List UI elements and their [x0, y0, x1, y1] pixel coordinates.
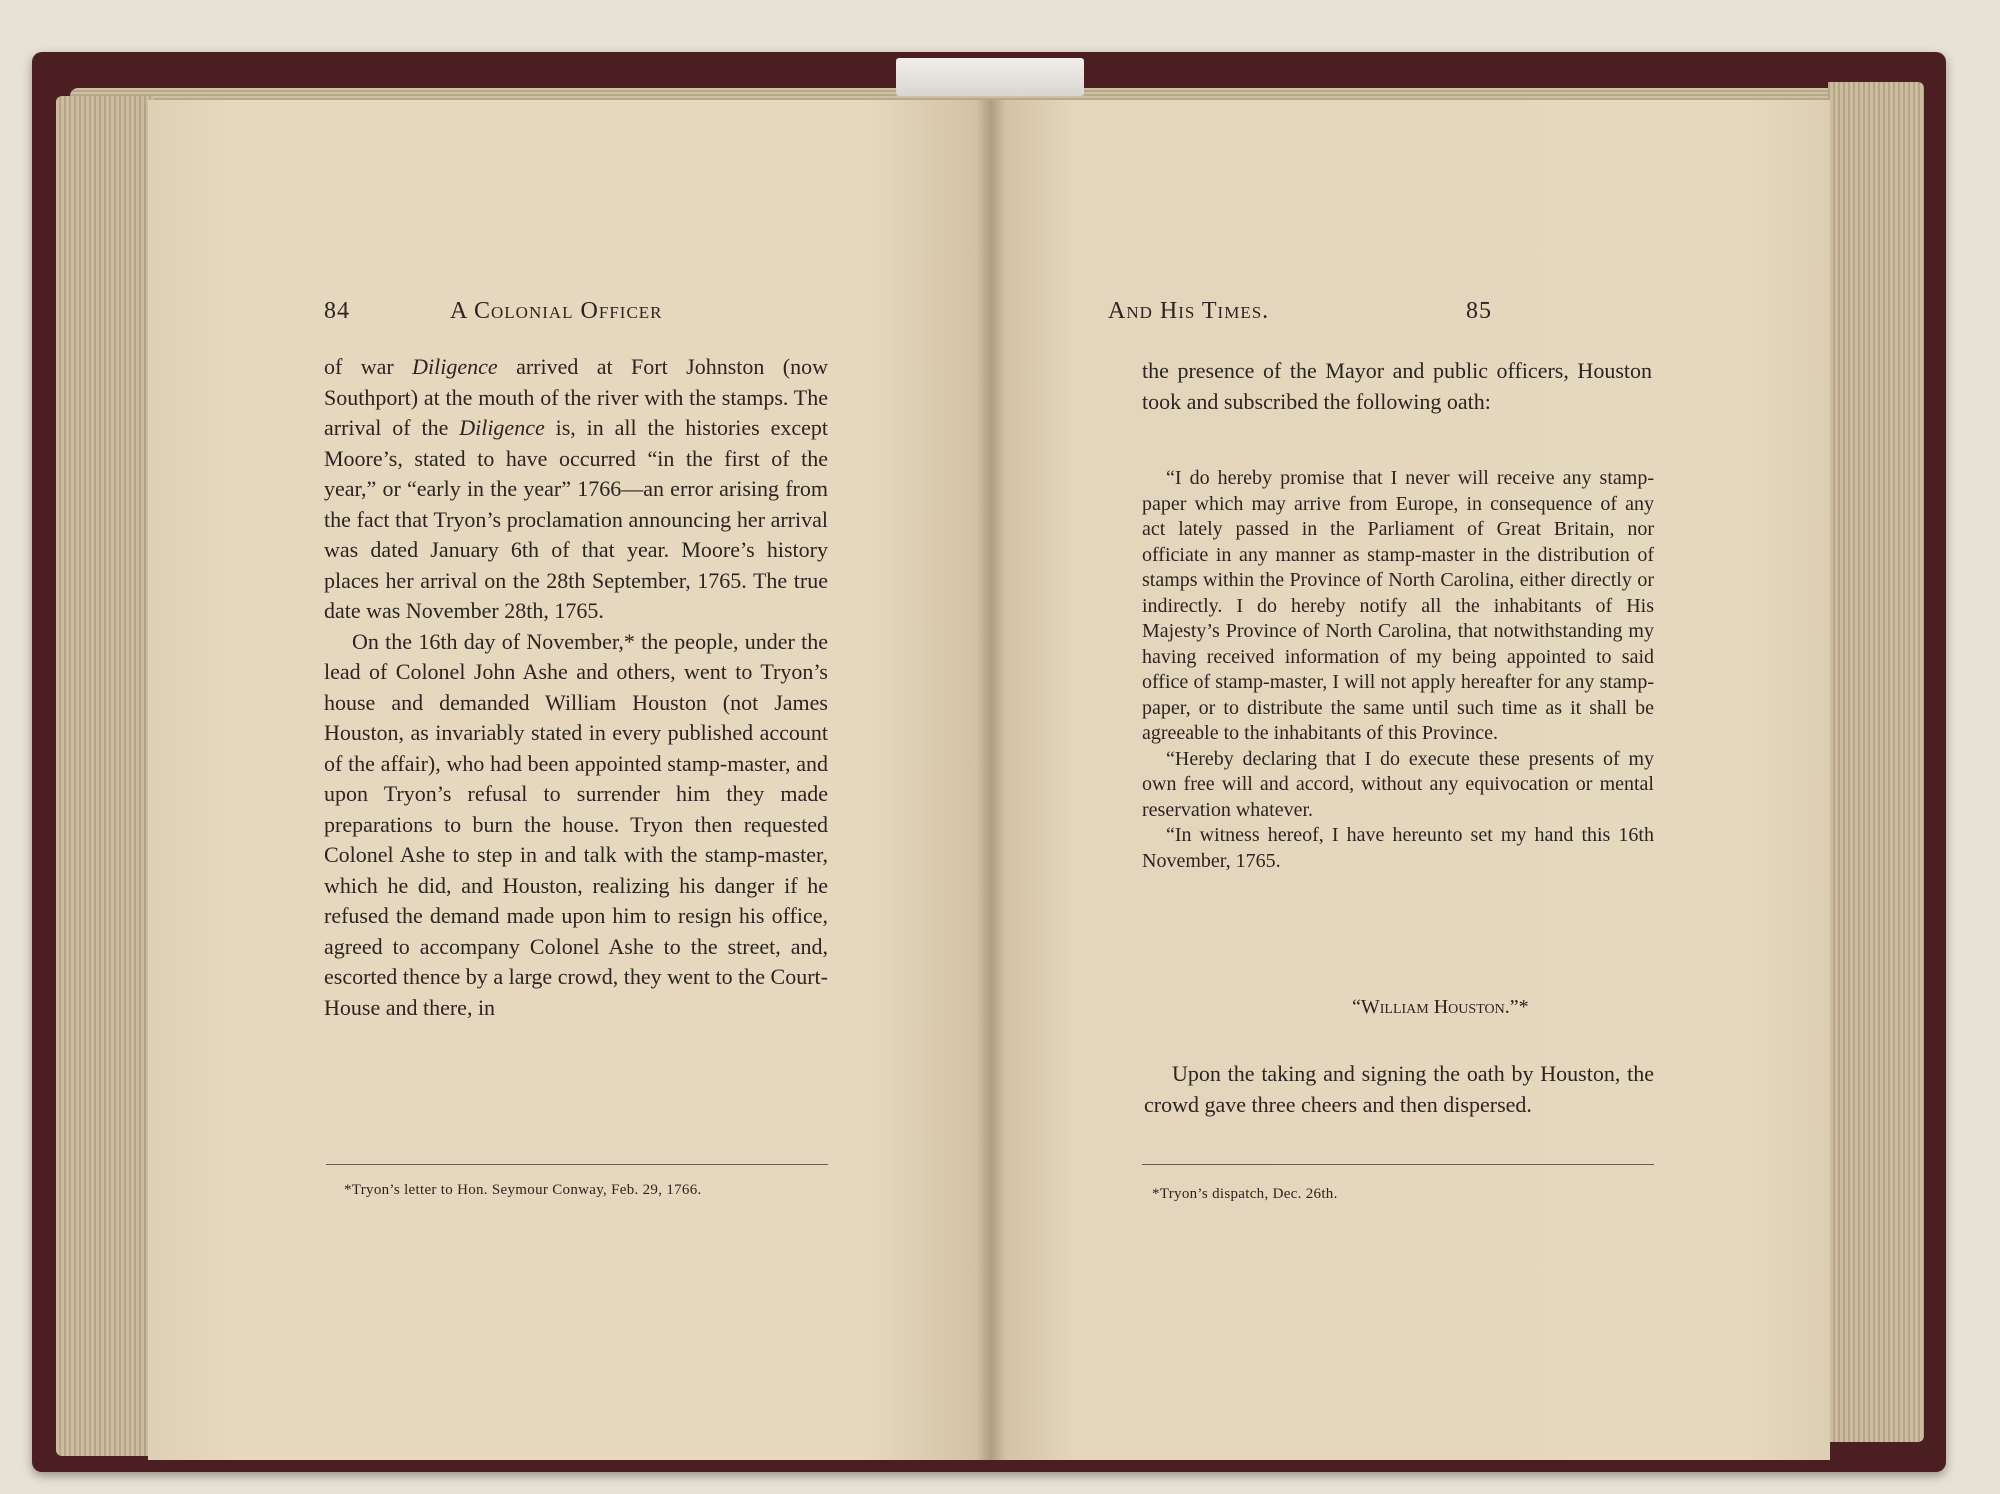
text-run: arrived at Fort Johnston (now Southport) at the mouth of the river with the stamps. The arrival of the	[324, 354, 828, 440]
spine-tape	[896, 58, 1084, 96]
left-page	[148, 100, 994, 1460]
left-body-text	[324, 352, 828, 1023]
text-run: is, in all the histories except Moore’s, stated to have occurred “in the first of the year,” or “early in the year” 1766—an error arising from the fact that Tryon’s proclamation announcing her arrival was dated January 6th of that year. Moore’s history places her arrival on the 28th September, 1765. The true date was November 28th, 1765.	[324, 415, 829, 623]
right-page-number: 85	[1466, 298, 1492, 324]
page-stack-right	[1828, 82, 1924, 1442]
italic-ship-name: Diligence	[459, 415, 545, 440]
closing-paragraph: Upon the taking and signing the oath by Houston, the crowd gave three cheers and then dispersed.	[1144, 1061, 1654, 1117]
left-footnote: *Tryon’s letter to Hon. Seymour Conway, Feb. 29, 1766.	[344, 1182, 702, 1198]
right-page	[990, 100, 1830, 1460]
text-run: On the 16th day of November,* the people, under the lead of Colonel John Ashe and others, went to Tryon’s house and demanded William Houston (not James Houston, as invariably stated in every published account of the affair), who had been appointed stamp-master, and upon Tryon’s refusal to surrender him they made preparations to burn the house. Tryon then requested Colonel Ashe to step in and talk with the stamp-master, which he did, and Houston, realizing his danger if he refused the demand made upon him to resign his office, agreed to accompany Colonel Ashe to the street, and, escorted thence by a large crowd, they went to the Court-House and there, in	[324, 628, 828, 1020]
oath-paragraph-1: “I do hereby promise that I never will receive any stamp-paper which may arrive from Europe, in consequence of any act lately passed in the Parliament of Great Britain, nor officiate in any manner as stamp-master in the distribution of stamps within the Province of North Carolina, either directly or indirectly. I do hereby notify all the inhabitants of His Majesty’s Province of North Carolina, that notwithstanding my having received information of my being appointed to said office of stamp-master, I will not apply hereafter for any stamp-paper, or to distribute the same until such time as it shall be agreeable to the inhabitants of this Province.	[1142, 467, 1654, 744]
right-running-head	[990, 298, 1650, 338]
left-paragraph-2	[324, 627, 828, 1024]
italic-ship-name: Diligence	[412, 354, 498, 379]
oath-paragraph-3: “In witness hereof, I have hereunto set my hand this 16th November, 1765.	[1142, 824, 1654, 872]
closing-block	[1144, 1058, 1654, 1120]
left-paragraph-1	[324, 352, 828, 627]
oath-signature: “William Houston.”*	[1352, 996, 1529, 1018]
intro-paragraph: the presence of the Mayor and public officers, Houston took and subscribed the following oath:	[1142, 358, 1652, 414]
left-running-head	[324, 298, 844, 338]
book-gutter	[976, 100, 1006, 1460]
right-running-title: And His Times.	[1108, 298, 1270, 324]
oath-block	[1142, 466, 1654, 874]
text-run: of war	[324, 354, 413, 379]
left-running-title: A Colonial Officer	[450, 298, 663, 324]
page-stack-left	[56, 96, 154, 1456]
right-footnote-rule	[1142, 1164, 1654, 1165]
left-page-number: 84	[324, 298, 350, 324]
left-footnote-rule	[326, 1164, 828, 1165]
oath-paragraph-2: “Hereby declaring that I do execute these presents of my own free will and accord, without any equivocation or mental reservation whatever.	[1142, 747, 1654, 821]
right-footnote: *Tryon’s dispatch, Dec. 26th.	[1152, 1186, 1338, 1202]
right-body-intro	[1142, 356, 1652, 417]
